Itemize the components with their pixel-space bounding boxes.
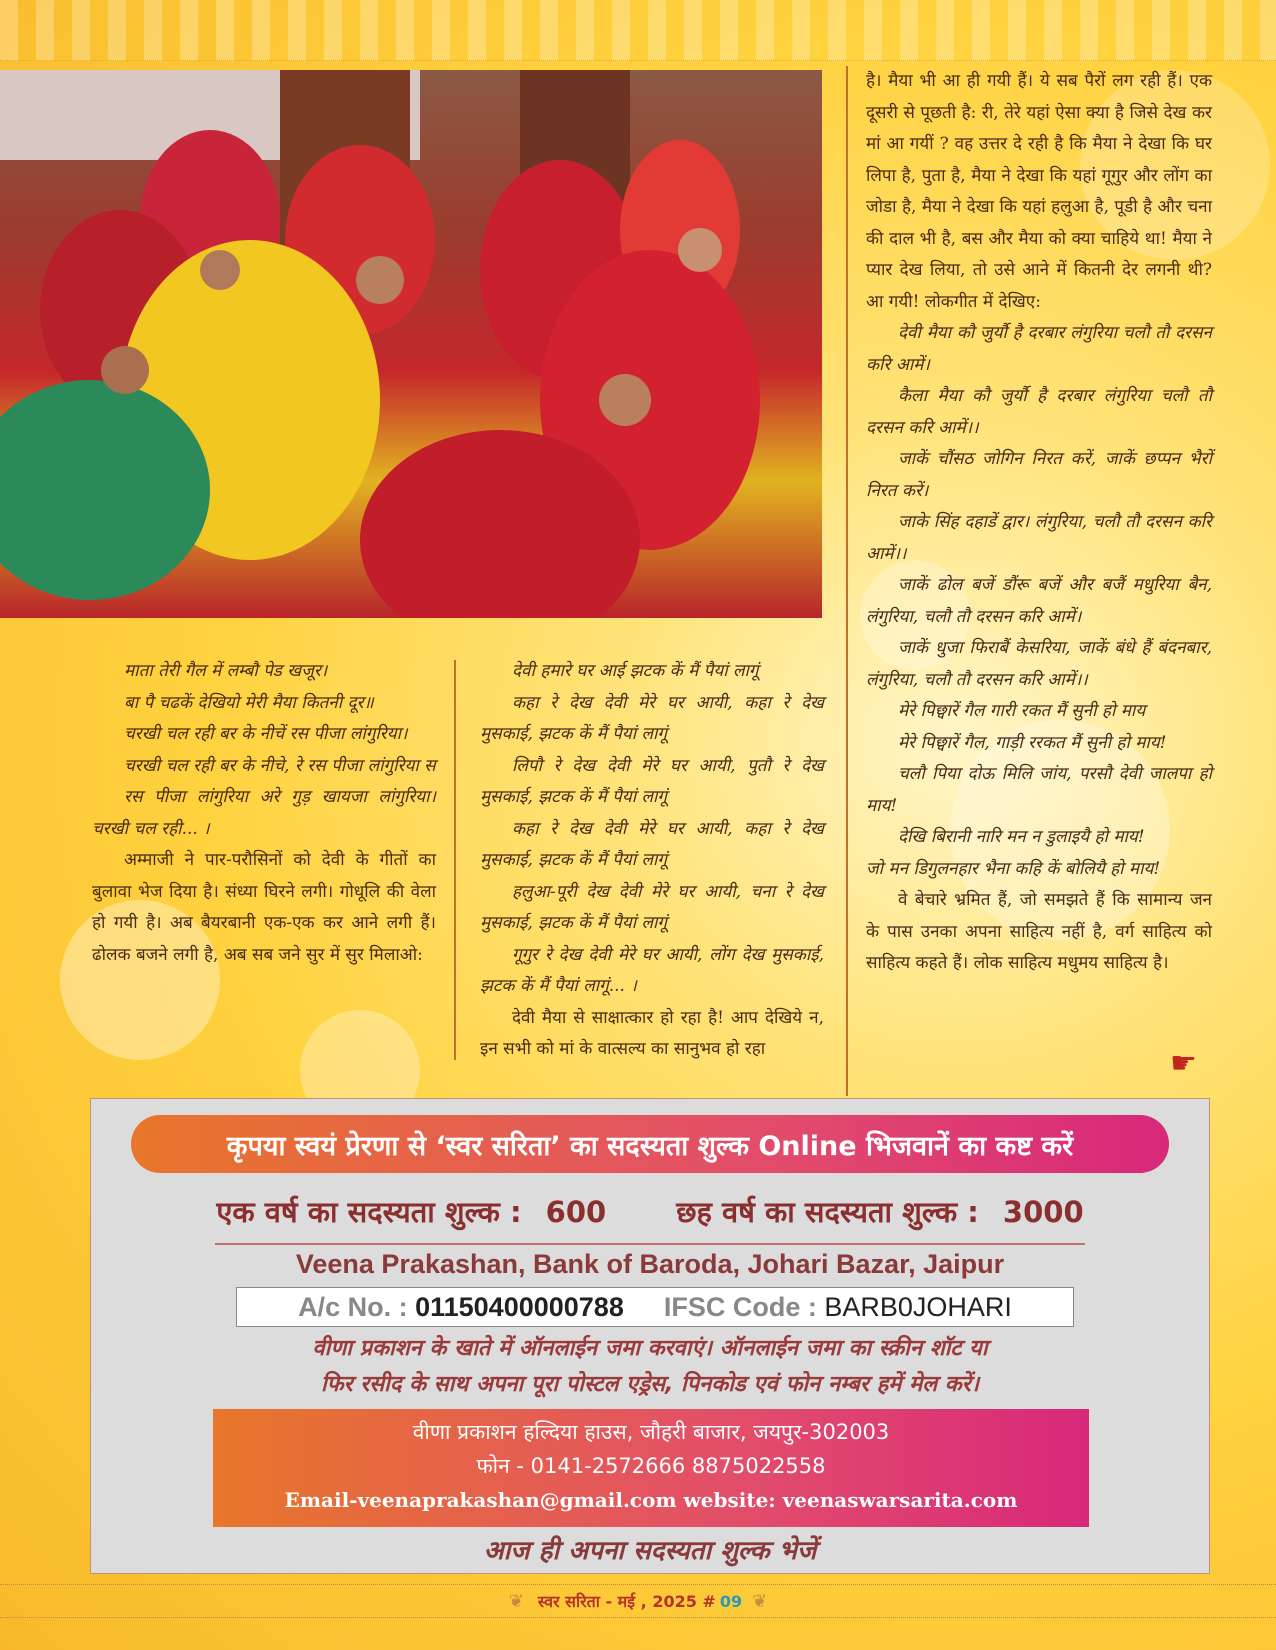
payment-instructions <box>121 1331 1179 1403</box>
ornament-icon: ❦ <box>508 1590 524 1612</box>
verse-line: माता तेरी गैल में लम्बौ पेड खजूर। <box>124 661 328 681</box>
postal-address: वीणा प्रकाशन हल्दिया हाउस, जौहरी बाजार, जयपुर-302003 <box>412 1420 890 1444</box>
verse-line: लिपौ रे देख देवी मेरे घर आयी, पुतौ रे देख मुसकाई, झटक कें मैं पैयां लागूं <box>480 755 824 807</box>
verse-line: रस पीजा लांगुरिया अरे गुड़ खायजा लांगुरिया। चरखी चल रही... । <box>92 787 436 839</box>
article-column-2 <box>480 656 824 1066</box>
verse-line: देवी हमारे घर आई झटक कें मैं पैयां लागूं <box>512 661 759 681</box>
ifsc-label: IFSC Code : <box>663 1291 817 1322</box>
verse-line: जाकें ढोल बजें डौंरू बजें और बजैं मधुरिया बैन, लंगुरिया, चलौ तौ दरसन करि आमें। <box>866 575 1212 627</box>
fee-one-year <box>216 1192 606 1231</box>
verse-line: चरखी चल रही बर के नीचें रस पीजा लांगुरिया। <box>124 724 408 744</box>
verse-line: कहा रे देख देवी मेरे घर आयी, कहा रे देख मुसकाई, झटक कें मैं पैयां लागूं <box>480 818 824 870</box>
decorative-top-border <box>0 0 1276 61</box>
fee-six-year <box>676 1192 1083 1231</box>
verse-line: बा पै चढकें देखियो मेरी मैया कितनी दूर॥ <box>124 692 374 713</box>
account-details <box>236 1287 1074 1327</box>
verse-line: जो मन डिगुलनहार भैना कहि कें बोलियै हो माय! <box>866 858 1161 879</box>
verse-line: जाकें चौंसठ जोगिन निरत करें, जाकें छप्पन भैरों निरत करें। <box>866 449 1212 501</box>
fee-six-year-label: छह वर्ष का सदस्यता शुल्क : <box>676 1194 979 1229</box>
verse-line: कहा रे देख देवी मेरे घर आयी, कहा रे देख मुसकाई, झटक कें मैं पैयां लागूं <box>480 692 824 744</box>
phone-numbers: फोन - 0141-2572666 8875022558 <box>476 1454 826 1478</box>
instruction-line: फिर रसीद के साथ अपना पूरा पोस्टल एड्रेस, पिनकोड एवं फोन नम्बर हमें मेल करें। <box>320 1372 980 1397</box>
verse-line: जाकें धुजा फिराबैं केसरिया, जाकें बंधे हैं बंदनबार, लंगुरिया, चलौ तौ दरसन करि आमें।। <box>866 638 1212 690</box>
fee-row <box>91 1185 1209 1237</box>
verse-line: चलौ पिया दोऊ मिलि जांय, परसौ देवी जालपा हो माय! <box>866 764 1212 816</box>
column-divider <box>454 660 456 1060</box>
email-website: Email-veenaprakashan@gmail.com website: veenaswarsarita.com <box>284 1488 1018 1512</box>
verse-line: देखि बिरानी नारि मन न डुलाइयै हो माय! <box>898 827 1145 847</box>
paragraph: है। मैया भी आ ही गयी हैं। ये सब पैरों लग रही हैं। एक दूसरी से पूछती है: री, तेरे यहां ऐसा क्या है जिसे देख कर मां आ गयीं ? वह उत्तर दे रही है कि मैया ने देखा कि घर लिपा है, पुता है, मैया ने देखा कि यहां गूगुर और लोंग का जोडा है, मैया ने देखा कि यहां हलुआ है, पूडी है और चना की दाल भी है, बस और मैया को क्या चाहिये था! मैया ने प्यार देख लिया, तो उसे आने में कितनी देर लगनी थी? आ गयी! लोकगीत में देखिए: <box>866 71 1212 312</box>
bank-name: Veena Prakashan, Bank of Baroda, Johari Bazar, Jaipur <box>295 1249 1005 1279</box>
fee-one-year-amount: 600 <box>545 1194 607 1229</box>
paragraph: अम्माजी ने पार-परौसिनों को देवी के गीतों का बुलावा भेज दिया है। संध्या घिरने लगी। गोधूलि की वेला हो गयी है। अब बैयरबानी एक-एक कर आने लगी हैं। ढोलक बजने लगी है, अब सब जने सुर में सुर मिलाओ: <box>92 850 436 965</box>
verse-line: जाके सिंह दहाडें द्वार। लंगुरिया, चलौ तौ दरसन करि आमें।। <box>866 512 1212 564</box>
ornament-icon: ❦ <box>752 1590 768 1612</box>
article-column-3 <box>866 66 1212 980</box>
pointing-hand-icon: ☛ <box>1170 1046 1197 1081</box>
verse-line: देवी मैया कौ जुर्यौ है दरबार लंगुरिया चलौ तौ दरसन करि आमें। <box>866 323 1212 375</box>
paragraph: वे बेचारे भ्रमित हैं, जो समझते हैं कि सामान्य जन के पास उनका अपना साहित्य नहीं है, वर्ग साहित्य को साहित्य कहते हैं। लोक साहित्य मधुमय साहित्य है। <box>866 890 1212 973</box>
article-column-1 <box>92 656 436 971</box>
subscription-banner: कृपया स्वयं प्रेरणा से ‘स्वर सरिता’ का सदस्यता शुल्क Online भिजवानें का कष्ट करें <box>131 1115 1169 1173</box>
closing-callout: आज ही अपना सदस्यता शुल्क भेजें <box>483 1536 817 1566</box>
account-number: 01150400000788 <box>415 1291 624 1322</box>
verse-line: गूगुर रे देख देवी मेरे घर आयी, लोंग देख मुसकाई, झटक कें मैं पैयां लागूं... । <box>480 944 824 996</box>
instruction-line: वीणा प्रकाशन के खाते में ऑनलाईन जमा करवाएं। ऑनलाईन जमा का स्क्रीन शॉट या <box>312 1336 988 1361</box>
women-group-photo <box>0 70 822 618</box>
ifsc-code: BARB0JOHARI <box>824 1291 1012 1322</box>
contact-panel <box>213 1409 1089 1527</box>
page-footer <box>0 1584 1276 1618</box>
fee-six-year-amount: 3000 <box>1002 1194 1084 1229</box>
subscription-ad-box <box>90 1098 1210 1574</box>
verse-line: चरखी चल रही बर के नीचे, रे रस पीजा लांगुरिया स <box>124 755 436 776</box>
fee-one-year-label: एक वर्ष का सदस्यता शुल्क : <box>216 1194 522 1229</box>
verse-line: कैला मैया कौ जुर्यौ है दरबार लंगुरिया चलौ तौ दरसन करि आमें।। <box>866 386 1212 438</box>
column-divider <box>846 66 848 1096</box>
magazine-issue: स्वर सरिता - मई , 2025 # <box>537 1592 716 1611</box>
paragraph: देवी मैया से साक्षात्कार हो रहा है! आप देखिये न, इन सभी को मां के वात्सल्य का सानुभव हो रहा <box>480 1007 824 1059</box>
divider <box>215 1243 1085 1245</box>
verse-line: मेरे पिछ्वारें गैल गारी रकत मैं सुनी हो माय <box>898 701 1146 721</box>
account-label: A/c No. : <box>298 1291 408 1322</box>
verse-line: हलुआ-पूरी देख देवी मेरे घर आयी, चना रे देख मुसकाई, झटक कें मैं पैयां लागूं <box>480 881 824 933</box>
page-number: 09 <box>719 1591 743 1611</box>
verse-line: मेरे पिछ्वारें गैल, गाड़ी ररकत मैं सुनी हो माय! <box>898 732 1167 753</box>
